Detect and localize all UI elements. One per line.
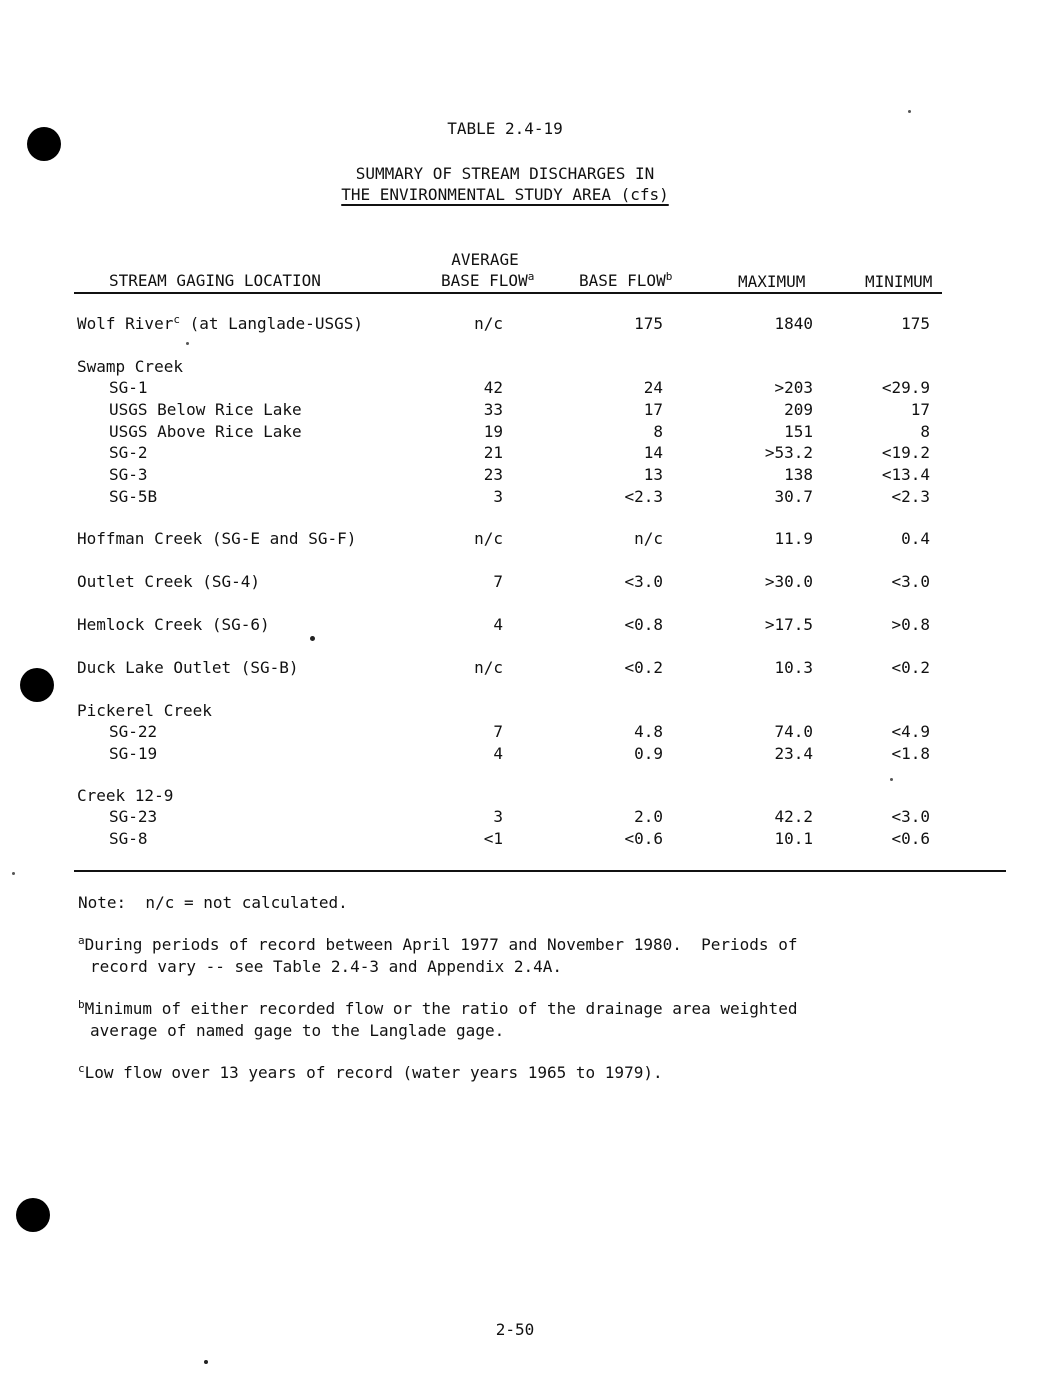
col-header-avg-bottom: BASE FLOW$^a$ (441, 270, 535, 290)
table-bottom-rule (74, 870, 1006, 872)
row-maximum: 74.0 (774, 722, 813, 741)
row-location-label: USGS Below Rice Lake (109, 400, 302, 419)
row-avg-base-flow: 7 (493, 572, 503, 591)
row-minimum: <13.4 (881, 465, 930, 484)
row-location-label: Creek 12-9 (77, 786, 174, 805)
row-location-label: SG-22 (109, 722, 158, 741)
row-maximum: >30.0 (764, 572, 813, 591)
page-number: 2-50 (495, 1320, 535, 1339)
row-avg-base-flow: n/c (474, 658, 503, 677)
row-minimum: <2.3 (891, 487, 930, 506)
col-header-minimum: MINIMUM (865, 272, 933, 291)
row-avg-base-flow: 33 (483, 400, 503, 419)
row-base-flow: <0.2 (624, 658, 663, 677)
row-location-label: Outlet Creek (SG-4) (77, 572, 261, 591)
footnote-a-line2: record vary -- see Table 2.4-3 and Appendix 2.4A. (90, 957, 563, 976)
row-avg-base-flow: 19 (483, 422, 503, 441)
row-minimum: 8 (920, 422, 930, 441)
table-title-line1: SUMMARY OF STREAM DISCHARGES IN (355, 164, 655, 183)
row-base-flow: <0.8 (624, 615, 663, 634)
row-minimum: <4.9 (891, 722, 930, 741)
row-location-label: Hemlock Creek (SG-6) (77, 615, 270, 634)
row-base-flow: <2.3 (624, 487, 663, 506)
col-header-maximum: MAXIMUM (738, 272, 806, 291)
row-base-flow: 13 (643, 465, 663, 484)
row-location-label: SG-23 (109, 807, 158, 826)
binder-hole-middle (20, 668, 54, 702)
row-maximum: >17.5 (764, 615, 813, 634)
row-base-flow: 2.0 (634, 807, 663, 826)
row-avg-base-flow: 42 (483, 378, 503, 397)
row-base-flow: 14 (643, 443, 663, 462)
row-minimum: >0.8 (891, 615, 930, 634)
row-maximum: 10.3 (774, 658, 813, 677)
row-minimum: <1.8 (891, 744, 930, 763)
col-header-avg-top: AVERAGE (451, 250, 519, 269)
row-avg-base-flow: 7 (493, 722, 503, 741)
col-header-base: BASE FLOW$^b$ (579, 270, 673, 290)
binder-hole-bottom (16, 1198, 50, 1232)
row-base-flow: 4.8 (634, 722, 663, 741)
row-location-label: SG-5B (109, 487, 158, 506)
row-location-label: USGS Above Rice Lake (109, 422, 302, 441)
row-minimum: <3.0 (891, 572, 930, 591)
table-number: TABLE 2.4-19 (447, 119, 563, 138)
row-avg-base-flow: 3 (493, 807, 503, 826)
row-maximum: 10.1 (774, 829, 813, 848)
row-location-label: Wolf River$^c$ (at Langlade-USGS) (77, 313, 363, 333)
row-maximum: 138 (784, 465, 813, 484)
row-maximum: 209 (784, 400, 813, 419)
row-base-flow: 24 (643, 378, 663, 397)
row-avg-base-flow: n/c (474, 529, 503, 548)
row-minimum: <3.0 (891, 807, 930, 826)
footnote-a-line1: $^a$During periods of record between April 1977 and November 1980. Periods of (78, 934, 798, 954)
row-minimum: <29.9 (881, 378, 930, 397)
table-title-line2: THE ENVIRONMENTAL STUDY AREA (cfs) (341, 185, 669, 204)
scan-speck (204, 1360, 208, 1364)
row-location-label: SG-1 (109, 378, 148, 397)
row-base-flow: 0.9 (634, 744, 663, 763)
row-maximum: 23.4 (774, 744, 813, 763)
row-avg-base-flow: 3 (493, 487, 503, 506)
row-base-flow: 8 (653, 422, 663, 441)
row-minimum: 175 (901, 314, 930, 333)
scan-speck (186, 342, 189, 345)
row-maximum: 151 (784, 422, 813, 441)
row-base-flow: <0.6 (624, 829, 663, 848)
row-base-flow: 175 (634, 314, 663, 333)
scan-speck (310, 636, 315, 641)
row-location-label: SG-3 (109, 465, 148, 484)
row-avg-base-flow: 23 (483, 465, 503, 484)
row-location-label: Hoffman Creek (SG-E and SG-F) (77, 529, 357, 548)
row-maximum: 30.7 (774, 487, 813, 506)
row-minimum: <0.6 (891, 829, 930, 848)
row-avg-base-flow: 21 (483, 443, 503, 462)
row-location-label: Swamp Creek (77, 357, 183, 376)
row-avg-base-flow: n/c (474, 314, 503, 333)
row-maximum: >53.2 (764, 443, 813, 462)
row-base-flow: <3.0 (624, 572, 663, 591)
scan-speck (890, 778, 893, 781)
row-maximum: 1840 (774, 314, 813, 333)
row-maximum: >203 (774, 378, 813, 397)
row-maximum: 42.2 (774, 807, 813, 826)
row-maximum: 11.9 (774, 529, 813, 548)
row-location-label: SG-2 (109, 443, 148, 462)
row-base-flow: 17 (643, 400, 663, 419)
row-minimum: <19.2 (881, 443, 930, 462)
row-location-label: Pickerel Creek (77, 701, 212, 720)
scan-speck (908, 110, 911, 113)
row-avg-base-flow: 4 (493, 615, 503, 634)
footnote-b-line1: $^b$Minimum of either recorded flow or the ratio of the drainage area weighted (78, 998, 798, 1018)
note-nc: Note: n/c = not calculated. (78, 893, 348, 912)
scan-speck (12, 872, 15, 875)
row-location-label: SG-8 (109, 829, 148, 848)
row-base-flow: n/c (634, 529, 663, 548)
col-header-location: STREAM GAGING LOCATION (109, 271, 321, 290)
row-minimum: <0.2 (891, 658, 930, 677)
row-avg-base-flow: 4 (493, 744, 503, 763)
header-rule (74, 292, 942, 294)
row-avg-base-flow: <1 (483, 829, 503, 848)
row-location-label: Duck Lake Outlet (SG-B) (77, 658, 299, 677)
footnote-c-line1: $^c$Low flow over 13 years of record (water years 1965 to 1979). (78, 1062, 663, 1082)
row-location-label: SG-19 (109, 744, 158, 763)
row-minimum: 17 (910, 400, 930, 419)
footnote-b-line2: average of named gage to the Langlade gage. (90, 1021, 505, 1040)
row-minimum: 0.4 (901, 529, 930, 548)
